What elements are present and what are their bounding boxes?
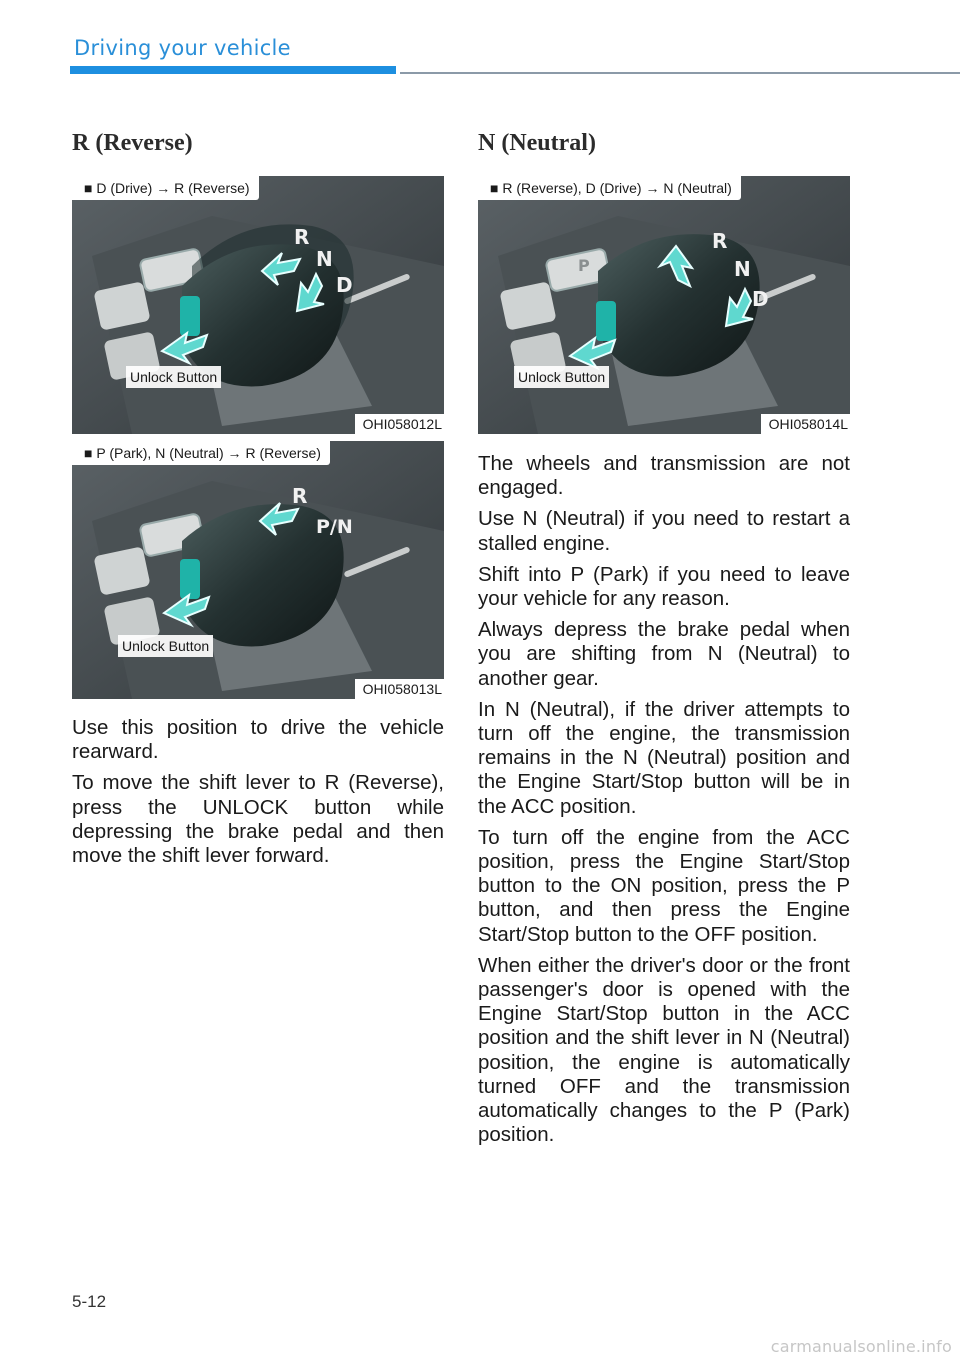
figure-caption: ■ D (Drive) → R (Reverse) (72, 176, 259, 200)
paragraph: To move the shift lever to R (Reverse), press the UNLOCK button while depressing the brake pedal and then move the shift lever forward. (72, 771, 444, 868)
gear-label-pn: P/N (316, 516, 353, 538)
paragraph: To turn off the engine from the ACC position, press the Engine Start/Stop button to the ON position, press the P button, and then press the Engine Start/Stop button to the OFF position. (478, 825, 850, 946)
paragraph: The wheels and transmission are not engaged. (478, 452, 850, 500)
header-accent-rule (70, 66, 396, 74)
neutral-title: N (Neutral) (478, 130, 596, 156)
watermark: carmanualsonline.info (770, 1337, 952, 1356)
reverse-body (72, 716, 444, 875)
header-divider (400, 72, 960, 74)
paragraph: Use N (Neutral) if you need to restart a stalled engine. (478, 507, 850, 555)
paragraph: Use this position to drive the vehicle rearward. (72, 716, 444, 764)
shifter-illustration (478, 176, 850, 434)
neutral-body (478, 452, 850, 1154)
shifter-illustration (72, 441, 444, 699)
unlock-button-label: Unlock Button (126, 366, 221, 388)
gear-label-r: R (294, 225, 310, 249)
gear-label-r: R (292, 484, 308, 508)
figure-park-neutral-to-reverse (72, 441, 444, 699)
gear-label-n: N (734, 257, 751, 281)
gear-label-p: P (578, 256, 590, 275)
paragraph: In N (Neutral), if the driver attempts to turn off the engine, the transmission remains in the N (Neutral) position and the Engine Start/Stop button will be in the ACC position. (478, 697, 850, 818)
paragraph: Always depress the brake pedal when you are shifting from N (Neutral) to another gear. (478, 618, 850, 690)
figure-to-neutral (478, 176, 850, 434)
figure-caption: ■ R (Reverse), D (Drive) → N (Neutral) (478, 176, 741, 200)
gear-label-r: R (712, 229, 728, 253)
paragraph: When either the driver's door or the front passenger's door is opened with the Engine Start/Stop button in the ACC position and the shift lever in N (Neutral) position, the engine is automatically turned OFF and the transmission automatically changes to the P (Park) position. (478, 953, 850, 1147)
figure-caption: ■ P (Park), N (Neutral) → R (Reverse) (72, 441, 330, 465)
figure-drive-to-reverse (72, 176, 444, 434)
figure-code: OHI058013L (355, 679, 444, 699)
figure-code: OHI058014L (761, 414, 850, 434)
unlock-button-label: Unlock Button (514, 366, 609, 388)
gear-label-n: N (316, 247, 333, 271)
section-header: Driving your vehicle (74, 36, 291, 60)
figure-code: OHI058012L (355, 414, 444, 434)
shifter-illustration (72, 176, 444, 434)
page-number: 5-12 (72, 1292, 107, 1311)
gear-label-d: D (336, 273, 353, 297)
reverse-title: R (Reverse) (72, 130, 193, 156)
paragraph: Shift into P (Park) if you need to leave your vehicle for any reason. (478, 562, 850, 611)
unlock-button-label: Unlock Button (118, 635, 213, 657)
gear-label-d: D (752, 287, 769, 311)
